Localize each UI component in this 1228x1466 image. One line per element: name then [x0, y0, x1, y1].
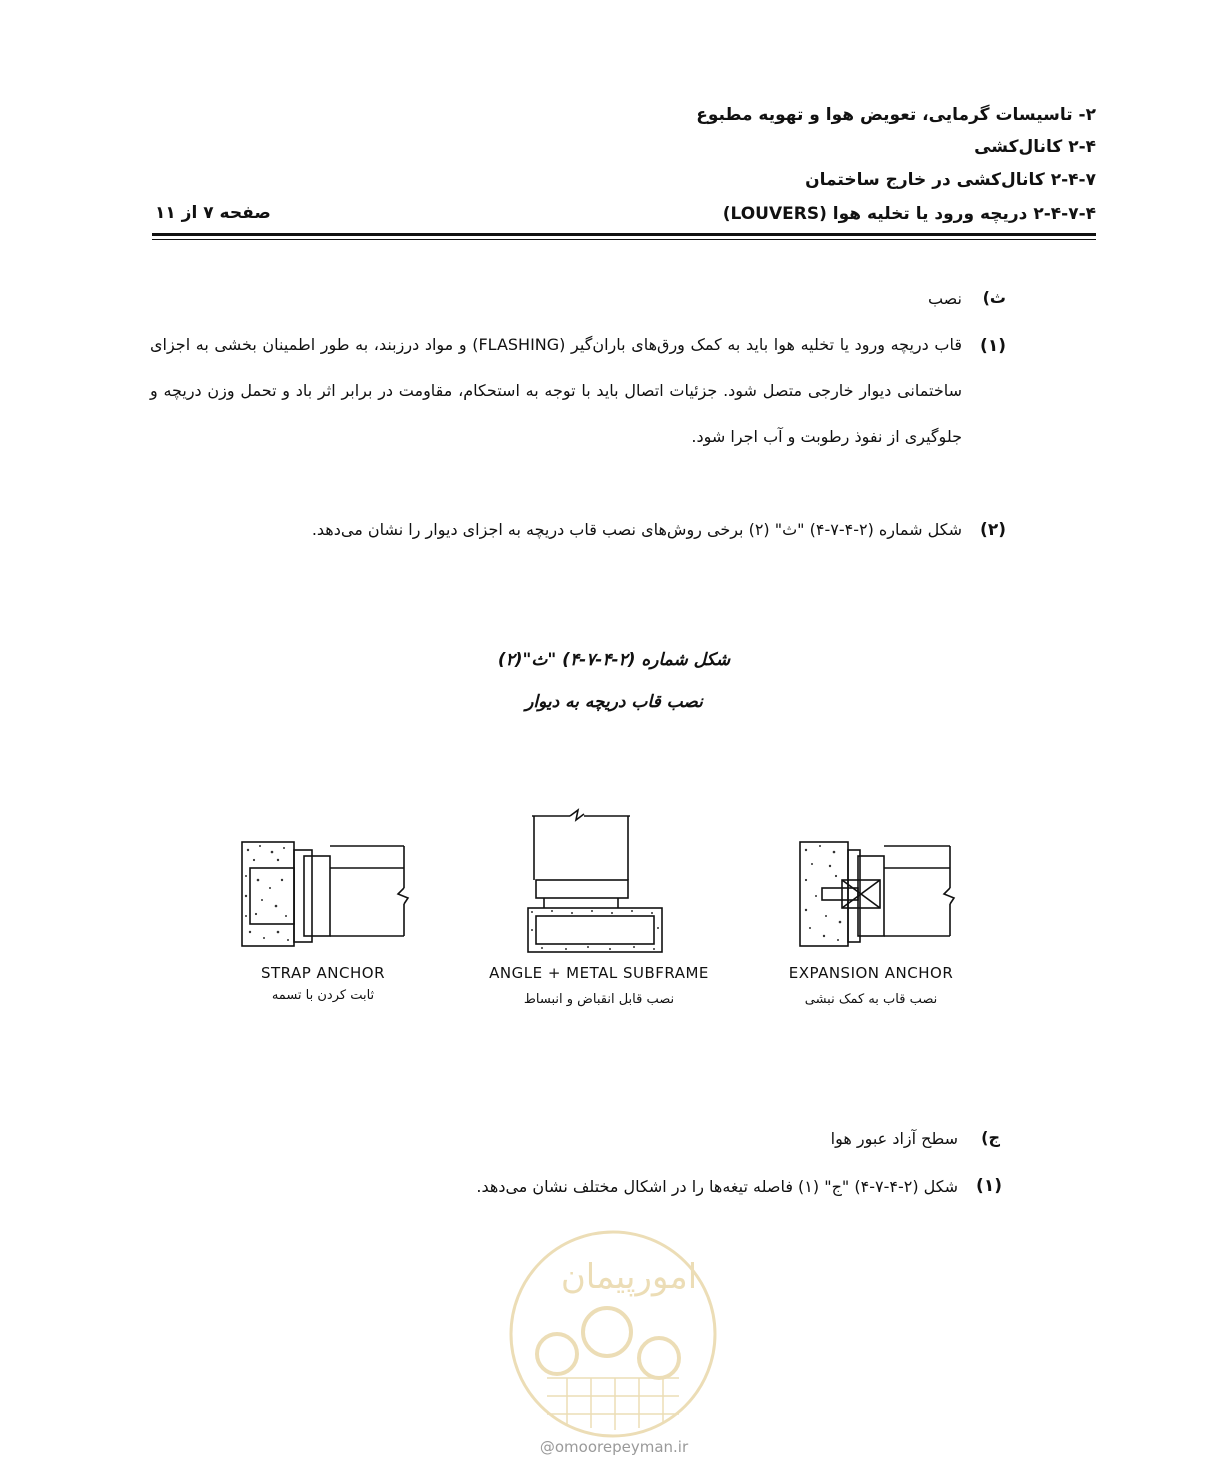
item-1-number: (۱): [980, 336, 1006, 356]
header-subsection: ۲-۴-۷ کانال‌کشی در خارج ساختمان: [805, 170, 1096, 190]
item-2-number: (۲): [980, 520, 1006, 540]
header-rule-thin: [152, 239, 1096, 240]
caption-expansion-anchor: EXPANSION ANCHOR: [788, 964, 954, 982]
header-section: ۲-۴ کانال‌کشی: [974, 137, 1096, 157]
caption-angle-subframe-fa: نصب قابل انقباض و انبساط: [523, 992, 675, 1007]
section-j-marker: ج): [981, 1128, 1000, 1147]
header-chapter: ۲- تاسیسات گرمایی، تعویض هوا و تهویه مطبوع: [696, 105, 1096, 125]
section-j-title: سطح آزاد عبور هوا: [830, 1129, 958, 1148]
section-j-item-1-text: شکل (۲-۴-۷-۴) "ج" (۱) فاصله تیغه‌ها را در اشکال مختلف نشان می‌دهد.: [476, 1177, 958, 1196]
expansion-anchor-drawing: [796, 836, 956, 952]
header-rule-thick: [152, 233, 1096, 236]
page-number: صفحه ۷ از ۱۱: [155, 203, 271, 223]
strap-anchor-drawing: [236, 836, 410, 952]
caption-strap-anchor-fa: ثابت کردن با تسمه: [271, 988, 375, 1003]
caption-strap-anchor: STRAP ANCHOR: [260, 964, 386, 982]
caption-angle-subframe: ANGLE + METAL SUBFRAME: [489, 964, 709, 982]
section-j-item-1-number: (۱): [976, 1176, 1002, 1196]
header-topic: ۲-۴-۷-۴ دریچه ورود یا تخلیه هوا (LOUVERS): [722, 204, 1096, 224]
angle-subframe-drawing: [522, 808, 672, 958]
item-2-text: شکل شماره (۲-۴-۷-۴) "ث" (۲) برخی روش‌های نصب قاب دریچه به اجزای دیوار را نشان می‌دهد.: [311, 520, 962, 539]
watermark-url: @omoorepeyman.ir: [539, 1438, 689, 1456]
section-th-marker: ث): [982, 288, 1006, 307]
svg-text:امورپیمان: امورپیمان: [560, 1257, 698, 1297]
figure-subtitle: نصب قاب دریچه به دیوار: [525, 692, 703, 712]
figure-title: شکل شماره (۲-۴-۷-۴) "ث"(۲): [497, 650, 731, 670]
watermark-seal: [507, 1228, 719, 1440]
caption-expansion-anchor-fa: نصب قاب به کمک نبشی: [804, 992, 938, 1007]
item-1-text: قاب دریچه ورود یا تخلیه هوا باید به کمک ورق‌های باران‌گیر (FLASHING) و مواد درزبند، به طور اطمینان بخشی به اجزای ساختمانی دیوار خارجی متصل شود. جزئیات اتصال باید با توجه به استحکام، مقاومت در برابر اثر باد و تحمل وزن دریچه و جلوگیری از نفوذ رطوبت و آب اجرا شود.: [150, 335, 963, 446]
section-th-title: نصب: [927, 289, 962, 308]
